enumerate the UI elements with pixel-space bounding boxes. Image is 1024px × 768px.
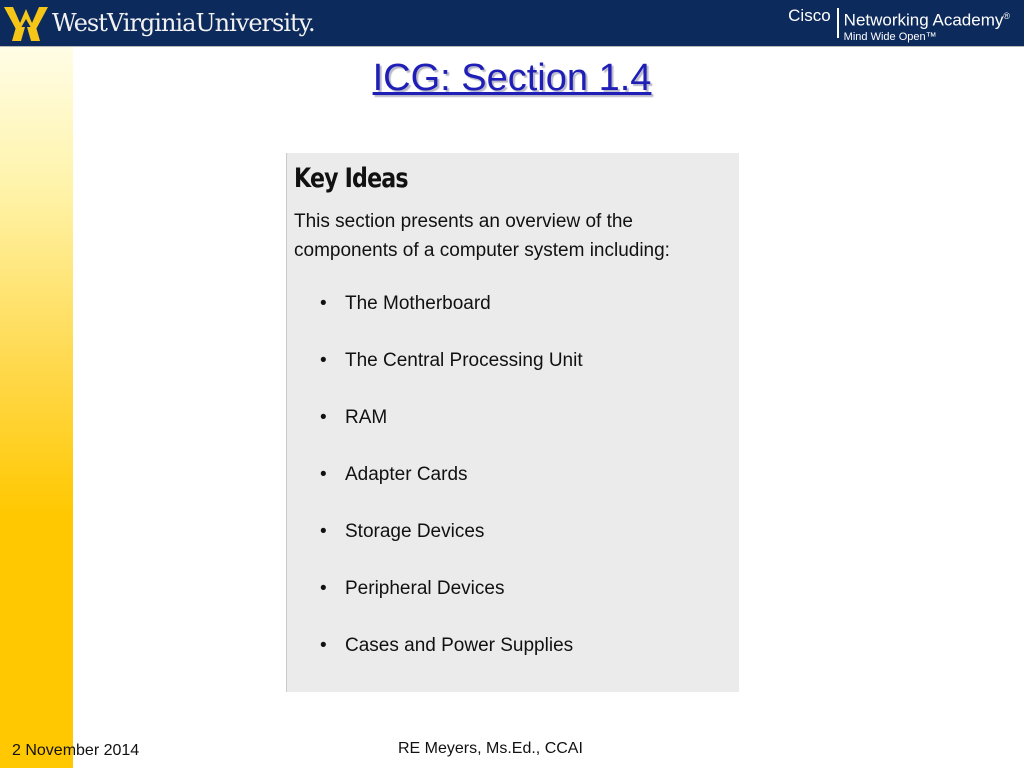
header-bar	[0, 0, 1024, 47]
bullet-icon: •	[320, 635, 327, 656]
list-item-label: Cases and Power Supplies	[345, 635, 574, 656]
wvu-wordmark: WestVirginiaUniversity.	[52, 9, 315, 37]
list-item-label: The Central Processing Unit	[345, 350, 583, 371]
cisco-tagline: Mind Wide Open™	[843, 30, 937, 43]
wvu-logo	[4, 2, 315, 44]
cisco-academy-block	[839, 6, 1010, 43]
footer-author: RE Meyers, Ms.Ed., CCAI	[398, 740, 583, 757]
bullet-icon: •	[320, 407, 327, 428]
list-item-label: Peripheral Devices	[345, 578, 505, 599]
left-gradient-band	[0, 47, 73, 768]
list-item-label: Storage Devices	[345, 521, 485, 542]
bullet-icon: •	[320, 293, 327, 314]
cisco-academy-name	[844, 6, 1010, 31]
cisco-networking-academy-logo	[788, 6, 1010, 42]
footer-date: 2 November 2014	[12, 742, 140, 759]
cisco-program-text: Networking Academy	[843, 10, 1004, 30]
slide-title[interactable]: ICG: Section 1.4	[372, 57, 652, 99]
key-ideas-intro: This section presents an overview of the components of a computer system including:	[294, 211, 670, 261]
cisco-brand-text: Cisco	[788, 6, 831, 25]
list-item-label: Adapter Cards	[345, 464, 468, 485]
registered-mark: ®	[1003, 11, 1010, 21]
bullet-icon: •	[320, 350, 327, 371]
wvu-flying-wv-icon	[4, 3, 48, 43]
key-ideas-panel	[286, 153, 739, 692]
bullet-icon: •	[320, 521, 327, 542]
list-item-label: The Motherboard	[345, 293, 491, 314]
list-item-label: RAM	[345, 407, 388, 428]
bullet-icon: •	[320, 578, 327, 599]
bullet-icon: •	[320, 464, 327, 485]
key-ideas-heading: Key Ideas	[294, 163, 408, 194]
